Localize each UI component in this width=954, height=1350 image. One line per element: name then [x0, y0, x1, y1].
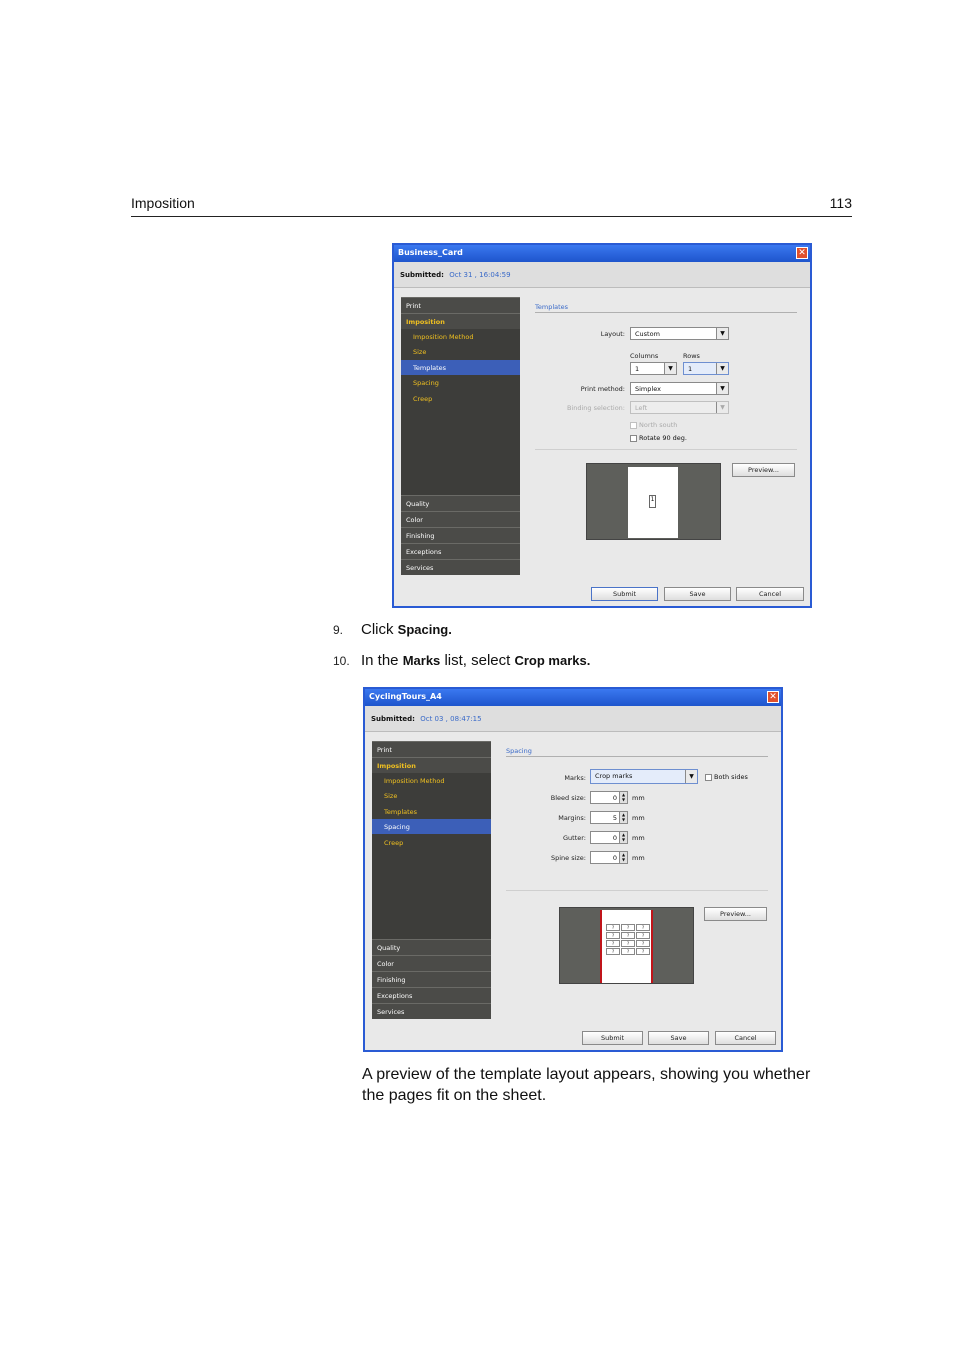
checkbox-icon — [705, 774, 712, 781]
nav-item-services[interactable]: Services — [372, 1003, 491, 1019]
result-paragraph: A preview of the template layout appears, showing you whether the pages fit on the sheet. — [362, 1066, 811, 1104]
marks-select[interactable] — [590, 769, 698, 784]
preview-grid-cell: ? — [621, 948, 635, 955]
nav-sub-creep[interactable]: Creep — [413, 395, 433, 403]
both-sides-checkbox[interactable] — [705, 773, 748, 781]
layout-label: Layout: — [600, 330, 625, 338]
nav-sub-imposition-method[interactable]: Imposition Method — [384, 777, 445, 785]
submitted-value: Oct 03 , 08:47:15 — [420, 715, 482, 723]
nav-item-color[interactable]: Color — [372, 955, 491, 971]
columns-select[interactable] — [630, 362, 677, 375]
close-icon[interactable]: ✕ — [767, 691, 779, 703]
binding-selection-select[interactable] — [630, 401, 729, 414]
preview-button[interactable]: Preview... — [704, 907, 767, 921]
nav-item-quality[interactable]: Quality — [372, 939, 491, 955]
gutter-label: Gutter: — [562, 834, 586, 842]
marks-label: Marks: — [564, 774, 586, 782]
step-9: 9. Click Spacing. — [333, 621, 452, 638]
cancel-button[interactable]: Cancel — [736, 587, 804, 601]
checkbox-icon — [630, 422, 637, 429]
preview-grid-cell: ? — [621, 932, 635, 939]
nav-sub-templates[interactable]: Templates — [384, 808, 418, 816]
checkbox-icon — [630, 435, 637, 442]
nav-item-exceptions[interactable]: Exceptions — [372, 987, 491, 1003]
binding-value: Left — [635, 404, 648, 412]
preview-area — [586, 463, 721, 540]
spine-size-spinner[interactable] — [590, 851, 628, 864]
sheet — [628, 467, 678, 538]
preview-grid-cell: ? — [606, 924, 620, 931]
preview-grid-cell: ? — [606, 932, 620, 939]
templates-panel — [535, 303, 797, 553]
nav-item-print[interactable]: Print — [401, 297, 520, 313]
spinner-arrows-icon[interactable]: ▲ ▼ — [619, 812, 627, 823]
step-keyword: Crop marks — [514, 653, 587, 668]
unit-label: mm — [632, 854, 645, 862]
margins-spinner[interactable] — [590, 811, 628, 824]
step-keyword: Marks — [402, 653, 441, 668]
step-keyword: Spacing — [397, 622, 449, 637]
preview-area — [559, 907, 694, 984]
page-number: 113 — [829, 195, 852, 211]
north-south-label: North south — [639, 421, 678, 429]
panel-title: Templates — [535, 303, 569, 311]
gutter-value: 0 — [612, 834, 617, 842]
nav-sub-size[interactable]: Size — [413, 348, 427, 356]
cycling-tours-dialog — [363, 687, 783, 1052]
unit-label: mm — [632, 794, 645, 802]
layout-select[interactable] — [630, 327, 729, 340]
nav-sub-spacing[interactable]: Spacing — [372, 819, 491, 834]
preview-grid-cell: ? — [606, 948, 620, 955]
settings-nav — [372, 741, 491, 1019]
rotate-checkbox[interactable] — [630, 434, 687, 442]
close-icon[interactable]: ✕ — [796, 247, 808, 259]
settings-nav — [401, 297, 520, 575]
chevron-down-icon: ▼ — [664, 363, 676, 374]
nav-item-services[interactable]: Services — [401, 559, 520, 575]
preview-grid-cell: ? — [621, 924, 635, 931]
dialog-title: Business_Card — [398, 248, 463, 257]
preview-page: 1 — [649, 495, 656, 508]
submit-button[interactable]: Submit — [582, 1031, 643, 1045]
dialog-titlebar — [394, 245, 810, 262]
chevron-down-icon: ▼ — [716, 383, 728, 394]
nav-sub-size[interactable]: Size — [384, 792, 398, 800]
nav-sub-spacing[interactable]: Spacing — [413, 379, 439, 387]
preview-grid-cell: ? — [636, 948, 650, 955]
nav-item-quality[interactable]: Quality — [401, 495, 520, 511]
marks-value: Crop marks — [595, 772, 633, 780]
dialog-title: CyclingTours_A4 — [369, 692, 442, 701]
rotate-label: Rotate 90 deg. — [639, 434, 688, 442]
sheet — [600, 910, 653, 983]
business-card-dialog — [392, 243, 812, 608]
nav-item-finishing[interactable]: Finishing — [372, 971, 491, 987]
panel-title: Spacing — [506, 747, 532, 755]
binding-selection-label: Binding selection: — [566, 404, 625, 412]
section-title: Imposition — [131, 195, 195, 211]
both-sides-label: Both sides — [714, 773, 748, 781]
north-south-checkbox[interactable] — [630, 421, 677, 429]
nav-item-exceptions[interactable]: Exceptions — [401, 543, 520, 559]
layout-value: Custom — [635, 330, 660, 338]
print-method-select[interactable] — [630, 382, 729, 395]
columns-value: 1 — [635, 365, 640, 373]
preview-grid-cell: ? — [606, 940, 620, 947]
preview-grid-cell: ? — [636, 932, 650, 939]
chevron-down-icon: ▼ — [685, 770, 697, 783]
submitted-bar — [365, 706, 781, 732]
submitted-bar — [394, 262, 810, 288]
step-10: 10. In the Marks list, select Crop marks. — [333, 652, 591, 669]
step-number: 9. — [333, 623, 344, 637]
page-header — [131, 195, 852, 217]
spacing-panel — [506, 747, 768, 997]
chevron-down-icon: ▼ — [716, 363, 728, 374]
unit-label: mm — [632, 814, 645, 822]
preview-grid-cell: ? — [636, 940, 650, 947]
nav-sub-imposition-method[interactable]: Imposition Method — [413, 333, 474, 341]
submitted-label: Submitted: — [371, 715, 415, 723]
preview-grid-cell: ? — [636, 924, 650, 931]
margins-value: 5 — [612, 814, 617, 822]
columns-label: Columns — [630, 352, 659, 360]
margins-label: Margins: — [558, 814, 586, 822]
preview-grid-cell: ? — [621, 940, 635, 947]
bleed-size-label: Bleed size: — [550, 794, 586, 802]
unit-label: mm — [632, 834, 645, 842]
dialog-titlebar — [365, 689, 781, 706]
spine-size-value: 0 — [612, 854, 617, 862]
nav-item-color[interactable]: Color — [401, 511, 520, 527]
step-number: 10. — [333, 654, 350, 668]
nav-sub-creep[interactable]: Creep — [384, 839, 404, 847]
print-method-label: Print method: — [580, 385, 625, 393]
bleed-size-spinner[interactable] — [590, 791, 628, 804]
nav-item-print[interactable]: Print — [372, 741, 491, 757]
rows-value: 1 — [688, 365, 693, 373]
preview-button[interactable]: Preview... — [732, 463, 795, 477]
submitted-value: Oct 31 , 16:04:59 — [449, 271, 511, 279]
spinner-arrows-icon[interactable]: ▲ ▼ — [619, 792, 627, 803]
save-button[interactable]: Save — [648, 1031, 709, 1045]
submit-button[interactable]: Submit — [591, 587, 658, 601]
gutter-spinner[interactable] — [590, 831, 628, 844]
bleed-size-value: 0 — [612, 794, 617, 802]
spinner-arrows-icon[interactable]: ▲ ▼ — [619, 832, 627, 843]
chevron-down-icon: ▼ — [716, 328, 728, 339]
cancel-button[interactable]: Cancel — [715, 1031, 776, 1045]
nav-item-finishing[interactable]: Finishing — [401, 527, 520, 543]
nav-sub-templates[interactable]: Templates — [401, 360, 520, 375]
nav-item-imposition[interactable]: Imposition — [372, 757, 491, 773]
nav-item-imposition[interactable]: Imposition — [401, 313, 520, 329]
submitted-label: Submitted: — [400, 271, 444, 279]
chevron-down-icon: ▼ — [716, 402, 728, 413]
spine-size-label: Spine size: — [550, 854, 586, 862]
rows-label: Rows — [683, 352, 700, 360]
save-button[interactable]: Save — [664, 587, 731, 601]
print-method-value: Simplex — [635, 385, 661, 393]
spinner-arrows-icon[interactable]: ▲ ▼ — [619, 852, 627, 863]
rows-select[interactable] — [683, 362, 729, 375]
